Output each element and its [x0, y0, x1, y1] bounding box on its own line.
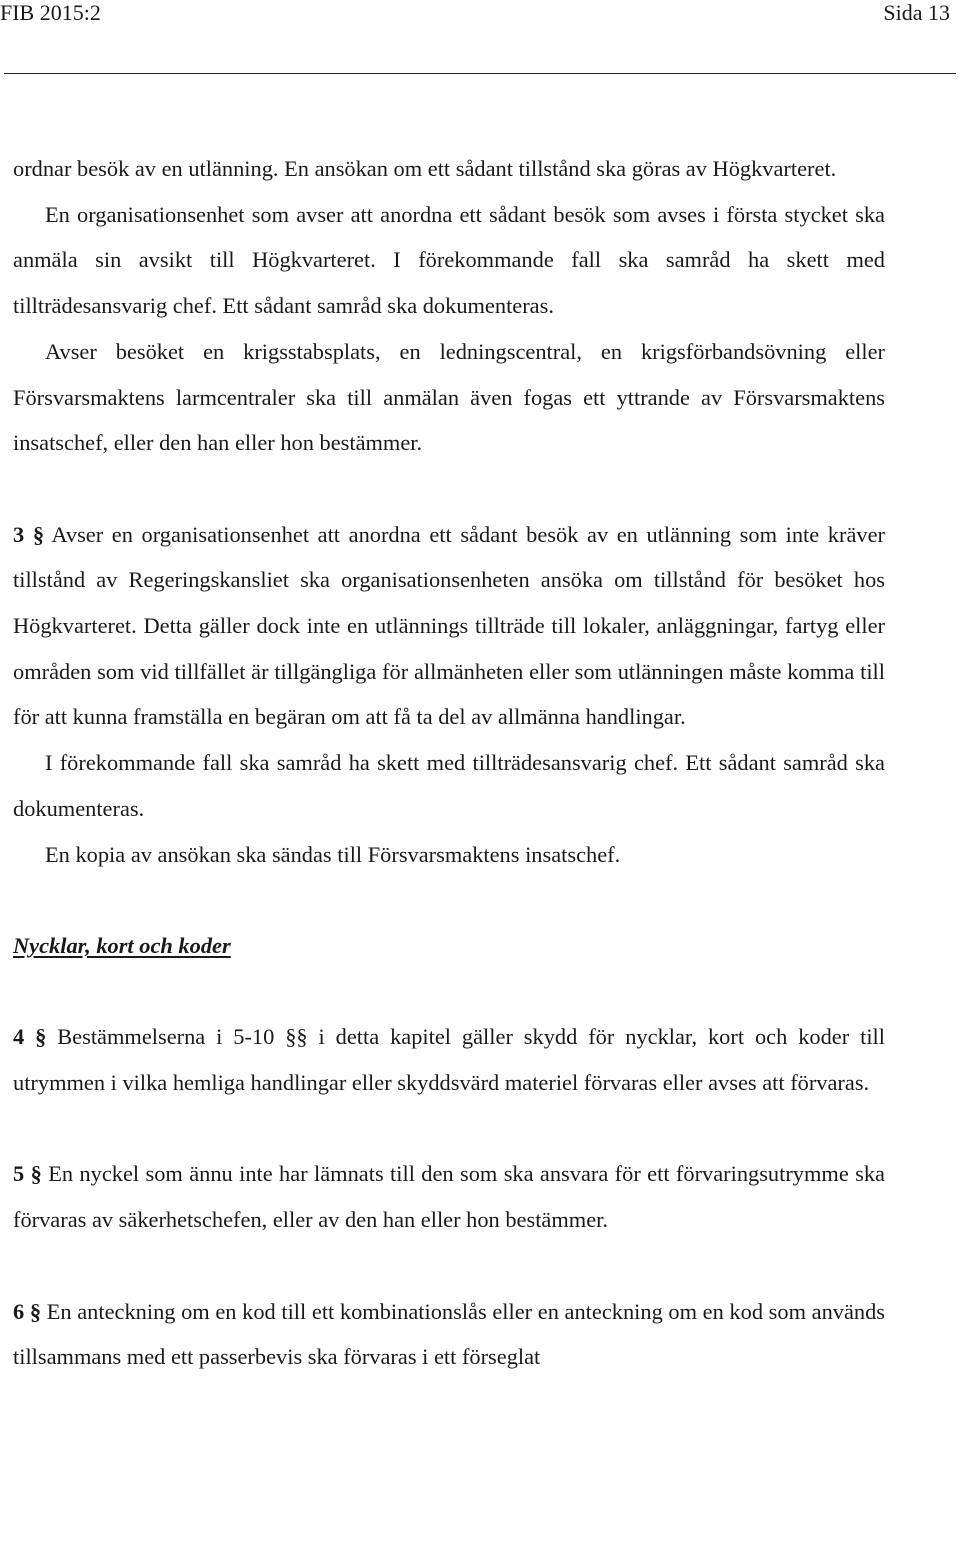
- section-number: 5: [13, 1161, 25, 1187]
- section-heading: Nycklar, kort och koder: [13, 932, 231, 958]
- section-text: Avser en organisationsenhet att anordna ett sådant besök av en utlänning som inte kräver tillstånd av Regeringskansliet ska organisationsenheten ansöka om tillstånd för besöket hos Högkvarteret. Detta gäller dock inte en utlännings tillträde till lokaler, anläggningar, fartyg eller områden som vid tillfället är tillgängliga för allmänheten eller som utlänningen måste komma till för att kunna framställa en begäran om att få ta del av allmänna handlingar.: [13, 521, 885, 730]
- page-header: [0, 0, 960, 30]
- section-4: [13, 1014, 885, 1105]
- spacer: [13, 1243, 885, 1289]
- section-symbol: §: [29, 1298, 42, 1324]
- section-5: [13, 1151, 885, 1242]
- paragraph: Avser besöket en krigsstabsplats, en ledningscentral, en krigsförbandsövning eller Försvarsmaktens larmcentraler ska till anmälan även fogas ett yttrande av Försvarsmaktens insatschef, eller den han eller hon bestämmer.: [13, 338, 885, 456]
- section-symbol: §: [32, 521, 45, 547]
- section-number: 3: [13, 521, 25, 547]
- section-3: [13, 512, 885, 741]
- section-text: En nyckel som ännu inte har lämnats till den som ska ansvara för ett förvaringsutrymme ska förvaras av säkerhetschefen, eller av den han eller hon bestämmer.: [13, 1161, 885, 1233]
- section-text: Bestämmelserna i 5-10 §§ i detta kapitel gäller skydd för nycklar, kort och koder till utrymmen i vilka hemliga handlingar eller skyddsvärd materiel förvaras eller avses att förvaras.: [13, 1024, 885, 1096]
- spacer: [13, 466, 885, 512]
- page-number: Sida 13: [883, 0, 950, 25]
- section-text: En anteckning om en kod till ett kombinationslås eller en anteckning om en kod som används tillsammans med ett passerbevis ska förvaras i ett förseglat: [13, 1298, 885, 1370]
- section-6: [13, 1289, 885, 1380]
- spacer: [13, 969, 885, 1015]
- document-id: FIB 2015:2: [0, 0, 101, 25]
- paragraph: En organisationsenhet som avser att anordna ett sådant besök som avses i första stycket ska anmäla sin avsikt till Högkvarteret. I förekommande fall ska samråd ha skett med tillträdesansvarig chef. Ett sådant samråd ska dokumenteras.: [13, 201, 885, 319]
- header-divider: [4, 73, 956, 74]
- paragraph: ordnar besök av en utlänning. En ansökan om ett sådant tillstånd ska göras av Högkvarteret.: [13, 156, 837, 181]
- section-symbol: §: [35, 1024, 47, 1050]
- paragraph: I förekommande fall ska samråd ha skett med tillträdesansvarig chef. Ett sådant samråd ska dokumenteras.: [13, 750, 885, 821]
- section-symbol: §: [30, 1161, 42, 1187]
- spacer: [13, 877, 885, 923]
- section-number: 4: [13, 1024, 25, 1050]
- section-number: 6: [13, 1298, 25, 1324]
- spacer: [13, 1106, 885, 1152]
- paragraph: En kopia av ansökan ska sändas till Försvarsmaktens insatschef.: [45, 841, 621, 867]
- document-body: [13, 146, 885, 1380]
